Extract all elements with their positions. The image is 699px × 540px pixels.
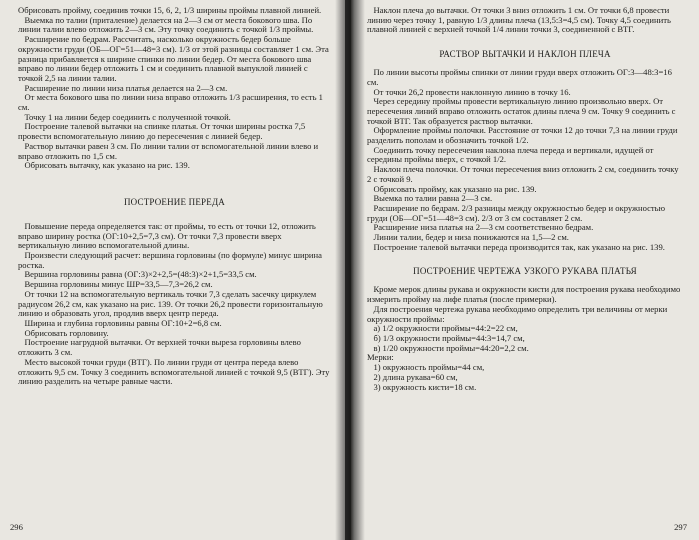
paragraph: Вершина горловины минус ШР=33,5—7,3=26,2 см. [18,279,213,290]
paragraph: Повышение переда определяется так: от проймы, то есть от точки 12, отложить вправо ширину ростка (ОГ:10+2,5=7,3 см). От точки 7,3 провести вверх вертикальную линию вспомогательной длины. [18,220,318,251]
paragraph: Обрисовать вытачку, как указано на рис. 139. [18,160,190,171]
page-number: 297 [674,522,687,532]
paragraph: Вершина горловины равна (ОГ:3)×2+2,5=(48:3)×2+1,5=33,5 см. [18,269,257,280]
paragraph: Кроме мерок длины рукава и окружности кисти для построения рукава необходимо измерить пройму на лифе платья (после примерки). [367,284,683,305]
paragraph: Выемка по талии (приталение) делается на 2—3 см от места бокового шва. По линии талии влево отложить 2—3 см. Эту точку соединить с точкой 1/3 проймы. [18,14,315,35]
list-item: в) 1/20 окружности проймы=44:20=2,2 см. [367,342,529,353]
right-block-1 [367,6,683,35]
paragraph: Расширение по бедрам. Рассчитать, насколько окружность бедер больше окружности груди (ОБ—ОГ=51—48=3 см). 1/3 от этой разницы составляет 1 см. Эта разница прибавляется к ширине спинки по линии бедер. От места бокового шва вправо по линии бедер отложить 1 см и соединить плавной выпуклой линией с точкой 2,5 на линии талии. [18,34,331,83]
paragraph: Обрисовать пройму, соединив точки 15, 6, 2, 1/3 ширины проймы плавной линией. [18,5,322,15]
paragraph: По линии высоты проймы спинки от линии груди вверх отложить ОГ:3—48:3=16 см. [367,67,675,87]
section-heading: ПОСТРОЕНИЕ ЧЕРТЕЖА УЗКОГО РУКАВА ПЛАТЬЯ [413,266,637,277]
paragraph: Наклон плеча до вытачки. От точки 3 вниз отложить 1 см. От точки 6,8 провести линию через точку 1, равную 1/3 длины плеча (13,5:3=4,5 см). Точку 4,5 соединить плавной линией с верхней точкой 1/4 линии точки 3, соединенной с ВТГ. [367,5,674,35]
right-block-3 [367,285,683,392]
paragraph: Наклон плеча полочки. От точки пересечения вниз отложить 2 см, соединить точку 2 с точкой 9. [367,164,681,184]
left-block-1 [18,6,331,171]
book-gutter [335,0,365,540]
paragraph: Произвести следующий расчет: вершина горловины (по формуле) минус ширина ростка. [18,250,325,270]
section-heading: РАСТВОР ВЫТАЧКИ И НАКЛОН ПЛЕЧА [439,49,611,60]
paragraph: От точки 26,2 провести наклонную линию в точку 16. [367,86,571,97]
right-block-2 [367,68,683,252]
paragraph: Место высокой точки груди (ВТГ). По линии груди от центра переда влево отложить 9,5 см. Точку 3 соединить вспомогательной линией с точкой 9,5 (ВТГ). Эту линию разделить на четыре равные части. [18,356,332,387]
left-page [0,0,345,540]
paragraph: Для построения чертежа рукава необходимо определить три величины от мерки окружности проймы: [367,303,670,324]
paragraph: Точку 1 на линии бедер соединить с полученной точкой. [18,111,231,122]
paragraph: От места бокового шва по линии низа вправо отложить 1/3 расширения, то есть 1 см. [18,92,326,113]
paragraph: Обрисовать пройму, как указано на рис. 139. [367,183,537,194]
list-item: а) 1/2 окружности проймы=44:2=22 см, [367,323,518,334]
paragraph: Расширение по бедрам. 2/3 разницы между окружностью бедер и окружностью груди (ОБ—ОГ=51—48=3 см). 2/3 от 3 см составляет 2 см. [367,202,668,223]
paragraph: Линии талии, бедер и низа понижаются на 1,5—2 см. [367,232,569,243]
paragraph: Оформление проймы полочки. Расстояние от точки 12 до точки 7,3 на линии груди разделить пополам и обозначить точкой 1/2. [367,125,680,146]
paragraph: Построение талевой вытачки переда производится так, как указано на рис. 139. [367,241,665,252]
page-number: 296 [10,522,23,532]
section-heading: ПОСТРОЕНИЕ ПЕРЕДА [123,196,225,207]
list-item: б) 1/3 окружности проймы=44:3=14,7 см, [367,332,525,343]
paragraph: Расширение по линии низа платья делается на 2—3 см. [18,82,228,93]
measurements-label: Мерки: [367,352,394,363]
paragraph: Расширение низа платья на 2—3 см соответственно бедрам. [367,222,594,233]
list-item: 1) окружность проймы=44 см, [367,362,485,373]
paragraph: Соединить точку пересечения наклона плеча переда и вертикали, идущей от середины проймы вверх, с точкой 1/2. [367,144,656,165]
paragraph: Обрисовать горловину. [18,327,109,338]
list-item: 3) окружность кисти=18 см. [367,381,477,392]
paragraph: Построение талевой вытачки на спинке платья. От точки ширины ростка 7,5 провести вспомогательную линию до пересечения с линией бедер. [18,121,308,142]
paragraph: Раствор вытачки равен 3 см. По линии талии от вспомогательной линии влево и вправо отложить по 1,5 см. [18,140,321,161]
left-block-2 [18,222,331,387]
list-item: 2) длина рукава=60 см, [367,371,458,382]
paragraph: Выемка по талии равна 2—3 см. [367,193,493,204]
paragraph: Построение нагрудной вытачки. От верхней точки выреза горловины влево отложить 3 см. [18,337,304,358]
right-page [351,0,699,540]
paragraph: Через середину проймы провести вертикальную линию произвольно вверх. От пересечения линий вправо отложить остаток длины плеча 9 см. Точку 9 соединить с точкой ВТГ. Так образуется раствор вытачки. [367,96,678,126]
paragraph: Ширина и глубина горловины равны ОГ:10+2=6,8 см. [18,317,222,328]
paragraph: От точки 12 на вспомогательную вертикаль точки 7,3 сделать засечку циркулем радиусом 26,2 см, как указано на рис. 139. От точки 26,2 провести горизонтальную линию и образовать угол, продлив вверх центр переда. [18,288,325,319]
